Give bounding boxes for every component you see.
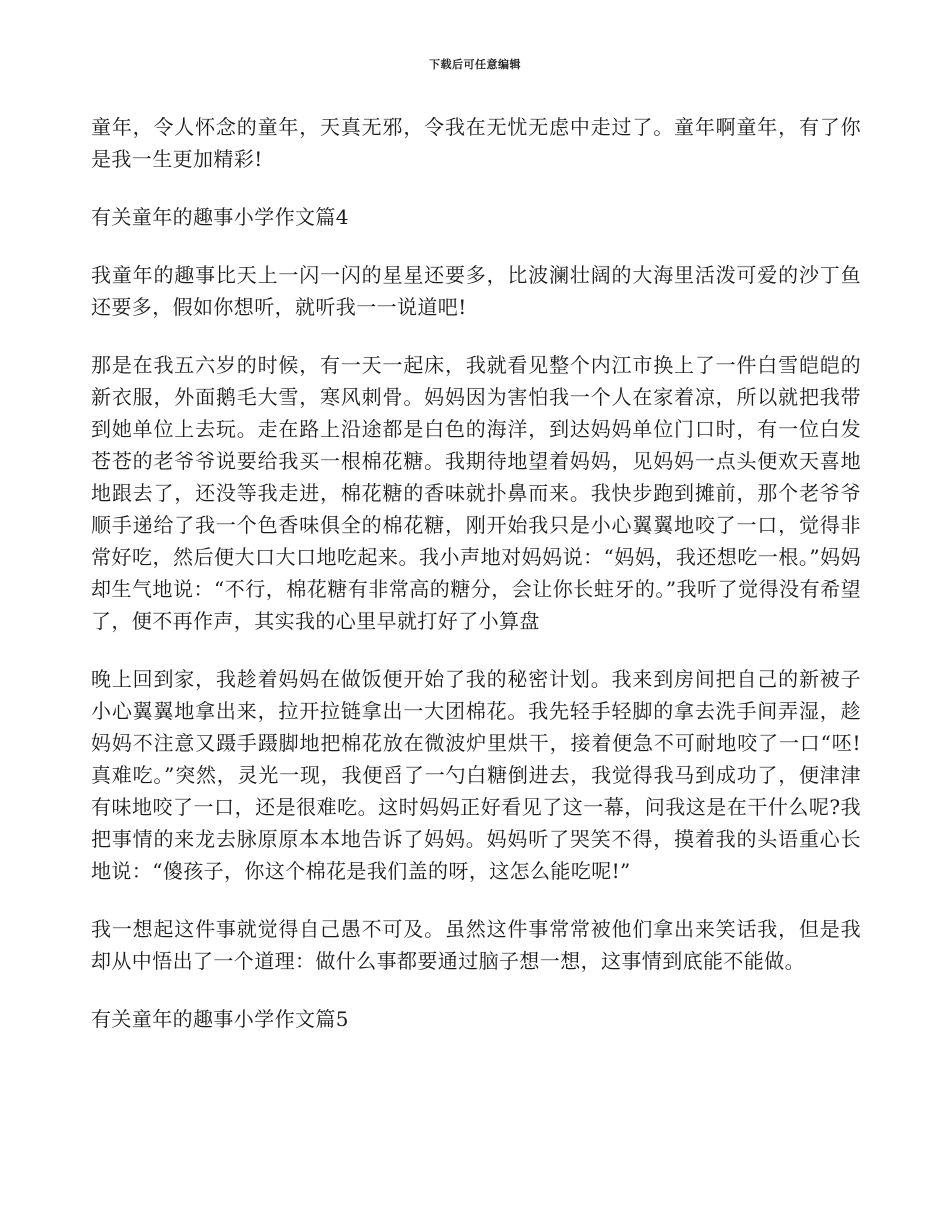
document-body [91,111,861,1061]
paragraph-childhood-conclusion: 童年，令人怀念的童年，天真无邪，令我在无忧无虑中走过了。童年啊童年，有了你是我一生更加精彩! [91,115,861,171]
paragraph-cotton-candy: 那是在我五六岁的时候，有一天一起床，我就看见整个内江市换上了一件白雪皑皑的新衣服，外面鹅毛大雪，寒风刺骨。妈妈因为害怕我一个人在家着凉，所以就把我带到她单位上去玩。走在路上沿途都是白色的海洋，到达妈妈单位门口时，有一位白发苍苍的老爷爷说要给我买一根棉花糖。我期待地望着妈妈，见妈妈一点头便欢天喜地地跟去了，还没等我走进，棉花糖的香味就扑鼻而来。我快步跑到摊前，那个老爷爷顺手递给了我一个色香味俱全的棉花糖，刚开始我只是小心翼翼地咬了一口，觉得非常好吃，然后便大口大口地吃起来。我小声地对妈妈说：“妈妈，我还想吃一根。”妈妈却生气地说：“不行，棉花糖有非常高的糖分，会让你长蛀牙的。”我听了觉得没有希望了，便不再作声，其实我的心里早就打好了小算盘 [91,353,861,633]
paragraph-lesson: 我一想起这件事就觉得自己愚不可及。虽然这件事常常被他们拿出来笑话我，但是我却从中悟出了一个道理：做什么事都要通过脑子想一想，这事情到底能不能做。 [91,917,861,973]
section-heading-4: 有关童年的趣事小学作文篇4 [91,205,349,229]
section-heading-5: 有关童年的趣事小学作文篇5 [91,1007,349,1031]
page-header: 下载后可任意编辑 [429,58,521,71]
paragraph-secret-plan: 晚上回到家，我趁着妈妈在做饭便开始了我的秘密计划。我来到房间把自己的新被子小心翼翼地拿出来，拉开拉链拿出一大团棉花。我先轻手轻脚的拿去洗手间弄湿，趁妈妈不注意又蹑手蹑脚地把棉花放在微波炉里烘干，接着便急不可耐地咬了一口“呸!真难吃。”突然，灵光一现，我便舀了一勺白糖倒进去，我觉得我马到成功了，便津津有味地咬了一口，还是很难吃。这时妈妈正好看见了这一幕，问我这是在干什么呢?我把事情的来龙去脉原原本本地告诉了妈妈。妈妈听了哭笑不得，摸着我的头语重心长地说：“傻孩子，你这个棉花是我们盖的呀，这怎么能吃呢!” [91,667,861,883]
paragraph-intro: 我童年的趣事比天上一闪一闪的星星还要多，比波澜壮阔的大海里活泼可爱的沙丁鱼还要多，假如你想听，就听我一一说道吧! [91,263,861,319]
